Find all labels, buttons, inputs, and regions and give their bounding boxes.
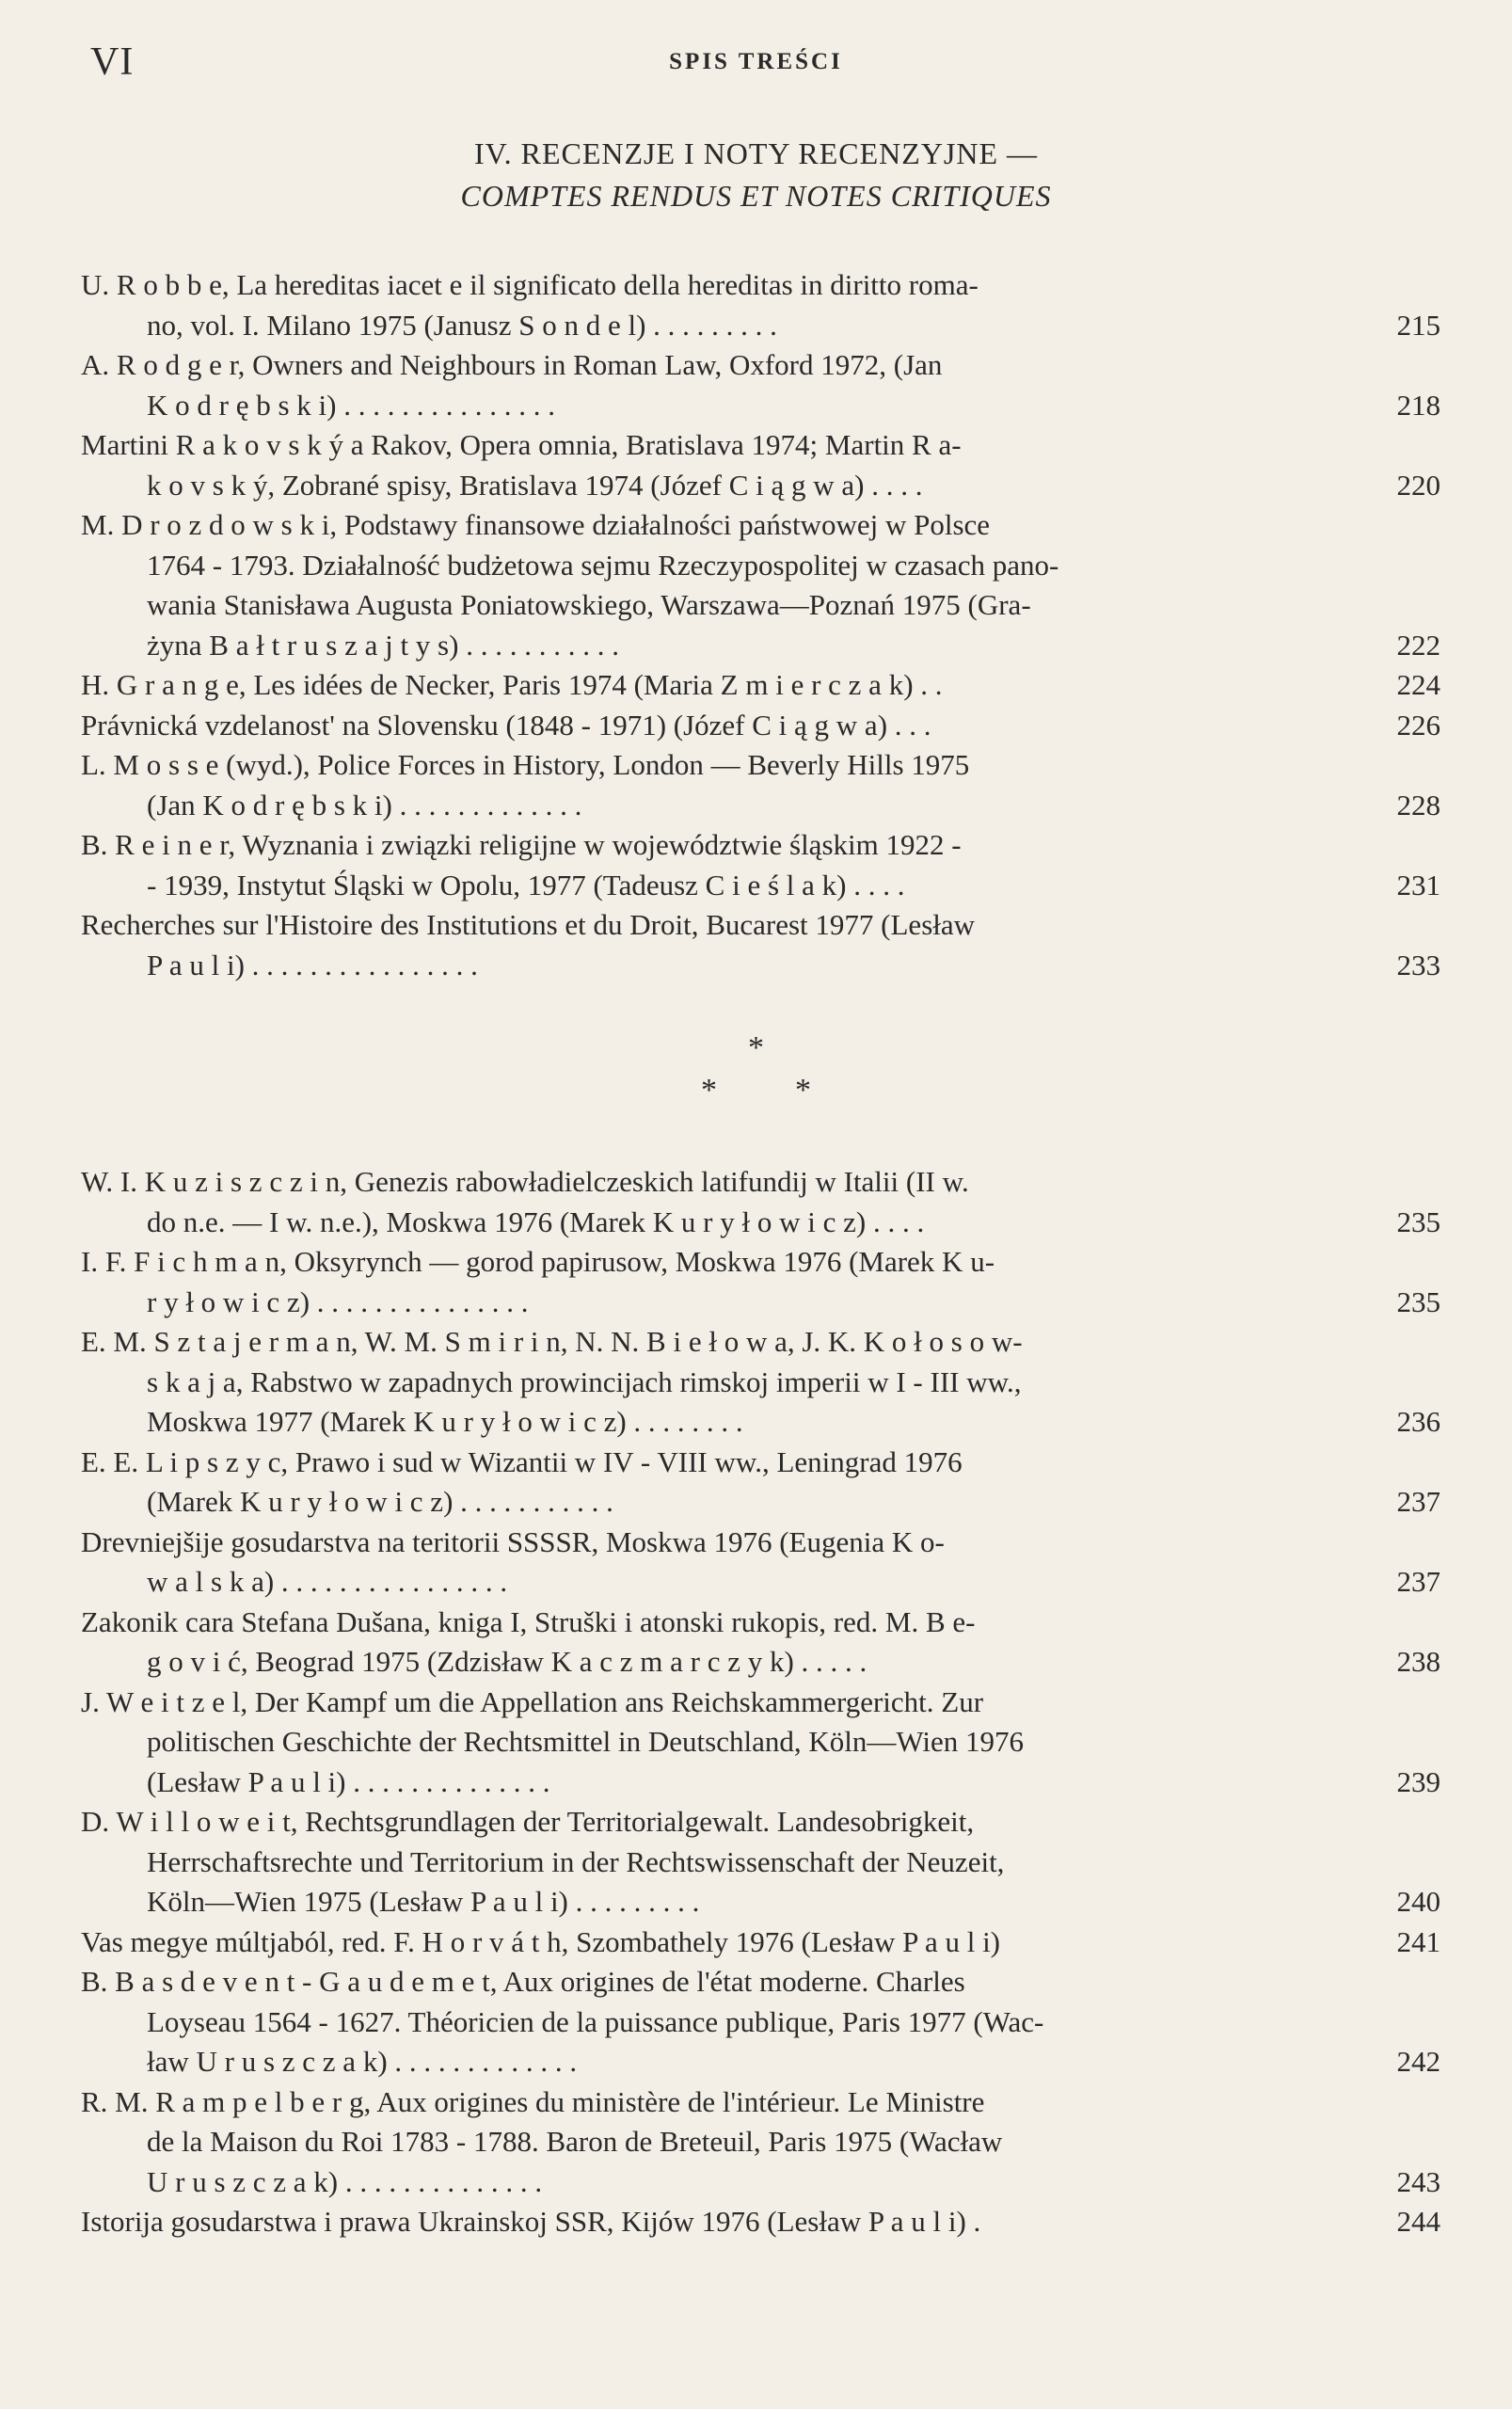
toc-entry-line: Istorija gosudarstwa i prawa Ukrainskoj SSR, Kijów 1976 (Lesław P a u l i) .: [81, 2205, 981, 2238]
toc-page-number: 231: [1396, 868, 1440, 901]
toc-entry-line: no, vol. I. Milano 1975 (Janusz S o n d e l) . . . . . . . . .: [147, 308, 777, 342]
toc-entry-line: do n.e. — I w. n.e.), Moskwa 1976 (Marek K u r y ł o w i c z) . . . .: [147, 1204, 925, 1238]
toc-entry-line: Drevniejšije gosudarstva na teritorii SSSSR, Moskwa 1976 (Eugenia K o-: [81, 1524, 945, 1558]
toc-entry: [81, 1322, 1440, 1443]
separator-asterisk-left: *: [701, 1073, 717, 1108]
toc-page-number: 235: [1396, 1284, 1440, 1318]
toc-entry-line: (Jan K o d r ę b s k i) . . . . . . . . . . . . .: [147, 788, 582, 822]
page-number: VI: [90, 40, 135, 84]
toc-entry-line: J. W e i t z e l, Der Kampf um die Appellation ans Reichskammergericht. Zur: [81, 1684, 984, 1718]
toc-page-number: 224: [1396, 668, 1440, 701]
toc-entry-line: M. D r o z d o w s k i, Podstawy finansowe działalności państwowej w Polsce: [81, 508, 991, 541]
toc-entry-line: D. W i l l o w e i t, Rechtsgrundlagen der Territorialgewalt. Landesobrigkeit,: [81, 1805, 975, 1838]
toc-entry-line: U r u s z c z a k) . . . . . . . . . . . . . .: [147, 2164, 543, 2198]
toc-entry-line: (Marek K u r y ł o w i c z) . . . . . . . . . . .: [147, 1485, 613, 1518]
toc-page-number: 236: [1396, 1405, 1440, 1438]
toc-entry: [81, 1603, 1440, 1683]
toc-entry: [81, 265, 1440, 345]
toc-page-number: 239: [1396, 1764, 1440, 1798]
toc-entry-line: Recherches sur l'Histoire des Institutions et du Droit, Bucarest 1977 (Lesław: [81, 908, 976, 941]
toc-entry-line: 1764 - 1793. Działalność budżetowa sejmu Rzeczypospolitej w czasach pano-: [147, 548, 1059, 582]
toc-page-number: 244: [1396, 2205, 1440, 2238]
toc-page-number: 226: [1396, 708, 1440, 742]
toc-entry: [81, 505, 1440, 665]
toc-entry-line: E. M. S z t a j e r m a n, W. M. S m i r i n, N. N. B i e ł o w a, J. K. K o ł o s o w-: [81, 1325, 1023, 1358]
toc-page-number: 218: [1396, 388, 1440, 422]
toc-entry-line: U. R o b b e, La hereditas iacet e il significato della hereditas in diritto roma-: [81, 268, 979, 301]
toc-entry: [81, 1922, 1440, 1963]
separator-asterisk-right: *: [795, 1073, 811, 1108]
toc-entry-line: B. B a s d e v e n t - G a u d e m e t, Aux origines de l'état moderne. Charles: [81, 1965, 965, 1998]
toc-page-number: 240: [1396, 1885, 1440, 1918]
section-title: IV. RECENZJE I NOTY RECENZYJNE —: [473, 136, 1039, 170]
toc-entry-line: - 1939, Instytut Śląski w Opolu, 1977 (Tadeusz C i e ś l a k) . . . .: [147, 868, 905, 901]
toc-entry-line: w a l s k a) . . . . . . . . . . . . . . . .: [147, 1565, 508, 1598]
toc-entry-line: Loyseau 1564 - 1627. Théoricien de la puissance publique, Paris 1977 (Wac-: [147, 2004, 1044, 2038]
toc-entry: [81, 1683, 1440, 1803]
toc-entry: [81, 1962, 1440, 2082]
toc-entry: [81, 1242, 1440, 1322]
toc-entry-line: Herrschaftsrechte und Territorium in der Rechtswissenschaft der Neuzeit,: [147, 1844, 1005, 1878]
toc-entry-line: de la Maison du Roi 1783 - 1788. Baron de Breteuil, Paris 1975 (Wacław: [147, 2125, 1003, 2158]
separator-asterisk-top: *: [748, 1030, 764, 1065]
toc-entry: [81, 905, 1440, 985]
toc-page-number: 243: [1396, 2164, 1440, 2198]
toc-entry: [81, 1802, 1440, 1922]
running-head: SPIS TREŚCI: [669, 49, 843, 74]
toc-entry-line: żyna B a ł t r u s z a j t y s) . . . . . . . . . . .: [147, 628, 619, 662]
toc-entry-line: L. M o s s e (wyd.), Police Forces in History, London — Beverly Hills 1975: [81, 748, 970, 781]
section-subtitle: COMPTES RENDUS ET NOTES CRITIQUES: [460, 179, 1052, 213]
toc-entry-line: I. F. F i c h m a n, Oksyrynch — gorod papirusow, Moskwa 1976 (Marek K u-: [81, 1245, 995, 1278]
toc-entry-line: K o d r ę b s k i) . . . . . . . . . . . . . . .: [147, 388, 555, 422]
toc-page-number: 233: [1396, 948, 1440, 981]
toc-entry-line: Köln—Wien 1975 (Lesław P a u l i) . . . . . . . . .: [147, 1885, 700, 1918]
toc-entry: [81, 1443, 1440, 1523]
toc-page-number: 237: [1396, 1565, 1440, 1598]
toc-entry-line: Právnická vzdelanost' na Slovensku (1848 - 1971) (Józef C i ą g w a) . . .: [81, 708, 931, 742]
toc-entry-line: ław U r u s z c z a k) . . . . . . . . . . . . .: [147, 2045, 578, 2078]
toc-entry-line: B. R e i n e r, Wyznania i związki religijne w województwie śląskim 1922 -: [81, 828, 962, 861]
toc-entry: [81, 1162, 1440, 1242]
toc-entry: [81, 745, 1440, 825]
toc-entry: [81, 706, 1440, 746]
toc-page-number: 238: [1396, 1645, 1440, 1678]
toc-entry-line: Moskwa 1977 (Marek K u r y ł o w i c z) . . . . . . . .: [147, 1405, 743, 1438]
toc-page-number: 222: [1396, 628, 1440, 662]
toc-entry-line: E. E. L i p s z y c, Prawo i sud w Wizantii w IV - VIII ww., Leningrad 1976: [81, 1444, 963, 1478]
toc-group-notes: [81, 1162, 1440, 2242]
toc-entry-line: Vas megye múltjaból, red. F. H o r v á t h, Szombathely 1976 (Lesław P a u l i): [81, 1924, 1000, 1958]
toc-group-reviews: [81, 265, 1440, 985]
toc-entry-line: Zakonik cara Stefana Dušana, kniga I, Struški i atonski rukopis, red. M. B e-: [81, 1604, 976, 1638]
toc-entry: [81, 665, 1440, 706]
toc-entry-line: k o v s k ý, Zobrané spisy, Bratislava 1974 (Józef C i ą g w a) . . . .: [147, 468, 923, 502]
toc-page-number: 235: [1396, 1204, 1440, 1238]
toc-entry-line: W. I. K u z i s z c z i n, Genezis rabowładielczeskich latifundij w Italii (II w.: [81, 1165, 969, 1198]
toc-entry-line: r y ł o w i c z) . . . . . . . . . . . . . . .: [147, 1284, 529, 1318]
toc-entry-line: Martini R a k o v s k ý a Rakov, Opera omnia, Bratislava 1974; Martin R a-: [81, 428, 962, 461]
toc-page-number: 242: [1396, 2045, 1440, 2078]
toc-page-number: 241: [1396, 1924, 1440, 1958]
toc-entry-line: politischen Geschichte der Rechtsmittel in Deutschland, Köln—Wien 1976: [147, 1725, 1024, 1758]
toc-entry: [81, 1523, 1440, 1603]
toc-page-number: 228: [1396, 788, 1440, 822]
toc-entry-line: s k a j a, Rabstwo w zapadnych prowincijach rimskoj imperii w I - III ww.,: [147, 1364, 1022, 1398]
toc-entry-line: (Lesław P a u l i) . . . . . . . . . . . . . .: [147, 1764, 550, 1798]
separator-asterisks-bottom: [0, 1073, 1512, 1109]
toc-entry: [81, 2082, 1440, 2203]
toc-entry: [81, 345, 1440, 425]
toc-entry-line: H. G r a n g e, Les idées de Necker, Paris 1974 (Maria Z m i e r c z a k) . .: [81, 668, 943, 701]
toc-page-number: 215: [1396, 308, 1440, 342]
toc-entry-line: g o v i ć, Beograd 1975 (Zdzisław K a c z m a r c z y k) . . . . .: [147, 1645, 867, 1678]
toc-entry-line: R. M. R a m p e l b e r g, Aux origines du ministère de l'intérieur. Le Ministre: [81, 2084, 985, 2118]
toc-page-number: 220: [1396, 468, 1440, 502]
toc-page-number: 237: [1396, 1485, 1440, 1518]
toc-entry-line: A. R o d g e r, Owners and Neighbours in Roman Law, Oxford 1972, (Jan: [81, 348, 943, 381]
toc-entry: [81, 425, 1440, 505]
toc-entry-line: P a u l i) . . . . . . . . . . . . . . . .: [147, 948, 478, 981]
toc-entry-line: wania Stanisława Augusta Poniatowskiego, Warszawa—Poznań 1975 (Gra-: [147, 588, 1031, 621]
toc-entry: [81, 825, 1440, 905]
toc-entry: [81, 2202, 1440, 2242]
